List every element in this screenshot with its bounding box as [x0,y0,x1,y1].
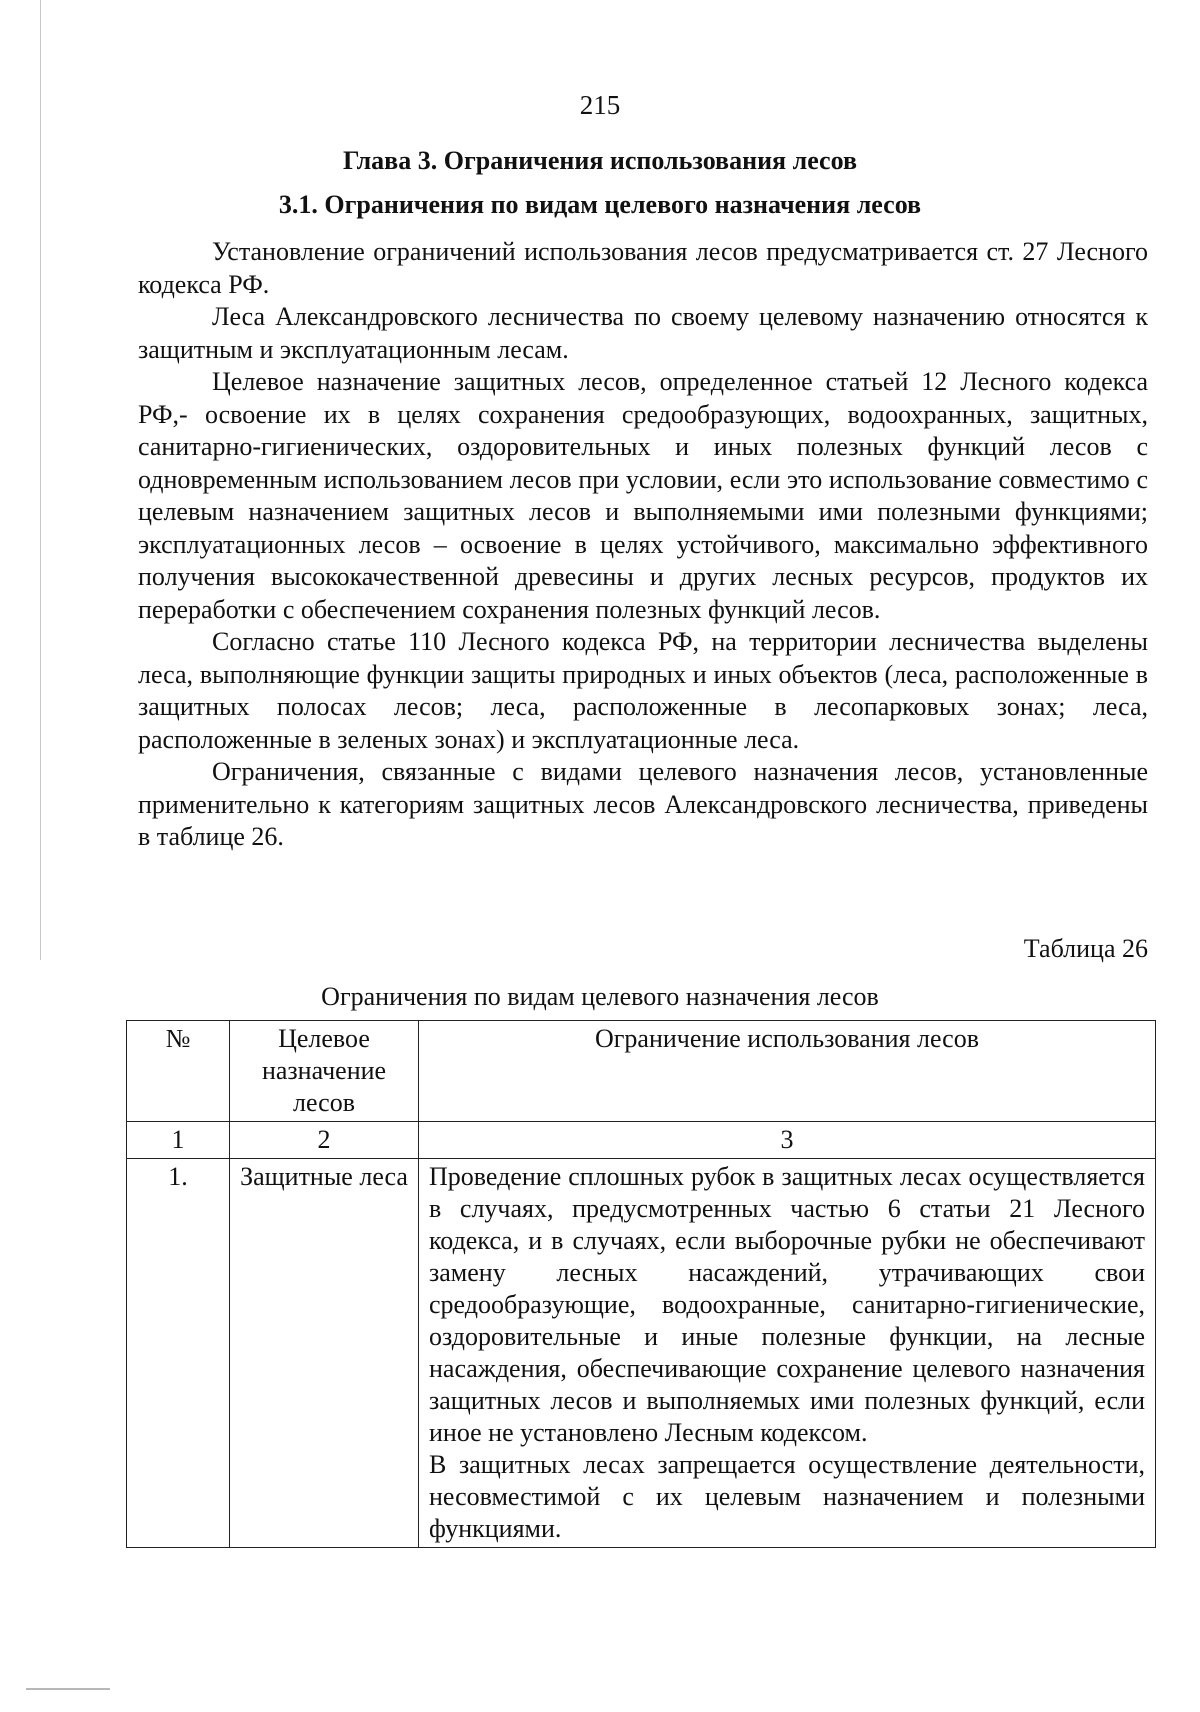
scan-corner-mark [26,1688,110,1690]
header-number: № [127,1021,230,1122]
paragraph: Установление ограничений использования лесов предусматривается ст. 27 Лесного кодекса РФ. [138,237,1148,299]
paragraph: Целевое назначение защитных лесов, определенное статьей 12 Лесного кодекса РФ,- освоение их в целях сохранения средообразующих, водоохранных, защитных, санитарно-гигиенических, оздоровительных и иных полезных функций лесов с одновременным использованием лесов при условии, если это использование совместимо с целевым назначением защитных лесов и выполняемыми ими полезными функциями; эксплуатационных лесов – освоение в целях устойчивого, максимально эффективного получения высококачественной древесины и других лесных ресурсов, продуктов их переработки с обеспечением сохранения полезных функций лесов. [138,367,1148,624]
row-restriction-cell [419,1159,1156,1548]
column-number-3: 3 [419,1122,1156,1159]
table-row [127,1159,1156,1548]
table-column-numbers-row [127,1122,1156,1159]
row-purpose-cell: Защитные леса [230,1159,419,1548]
page-number: 215 [579,90,621,120]
scan-edge-line [40,0,41,960]
paragraph: Леса Александровского лесничества по своему целевому назначению относятся к защитным и эксплуатационным лесам. [138,302,1148,364]
table-caption: Ограничения по видам целевого назначения лесов [321,982,879,1011]
column-number-2: 2 [230,1122,419,1159]
header-purpose: Целевое назначение лесов [230,1021,419,1122]
table-header-row [127,1021,1156,1122]
header-restriction: Ограничение использования лесов [419,1021,1156,1122]
paragraph: Ограничения, связанные с видами целевого назначения лесов, установленные применительно к категориям защитных лесов Александровского лесничества, приведены в таблице 26. [138,757,1148,851]
restriction-text: Проведение сплошных рубок в защитных лесах осуществляется в случаях, предусмотренных частью 6 статьи 21 Лесного кодекса, и в случаях, если выборочные рубки не обеспечивают замену лесных насаждений, утрачивающих свои средообразующие, водоохранные, санитарно-гигиенические, оздоровительные и иные полезные функции, на лесные насаждения, обеспечивающие сохранение целевого назначения защитных лесов и выполняемых ими полезных функций, если иное не установлено Лесным кодексом. [429,1162,1145,1447]
table-number-label: Таблица 26 [1023,934,1148,963]
restrictions-table [126,1020,1156,1548]
row-number-cell: 1. [127,1159,230,1548]
chapter-title: Глава 3. Ограничения использования лесов [342,146,857,175]
body-text [138,236,1148,854]
section-title: 3.1. Ограничения по видам целевого назначения лесов [278,190,922,219]
paragraph: Согласно статье 110 Лесного кодекса РФ, на территории лесничества выделены леса, выполняющие функции защиты природных и иных объектов (леса, расположенные в защитных полосах лесов; леса, расположенные в лесопарковых зонах; леса, расположенные в зеленых зонах) и эксплуатационные леса. [138,627,1148,754]
restriction-text: В защитных лесах запрещается осуществление деятельности, несовместимой с их целевым назначением и полезными функциями. [429,1450,1145,1543]
column-number-1: 1 [127,1122,230,1159]
